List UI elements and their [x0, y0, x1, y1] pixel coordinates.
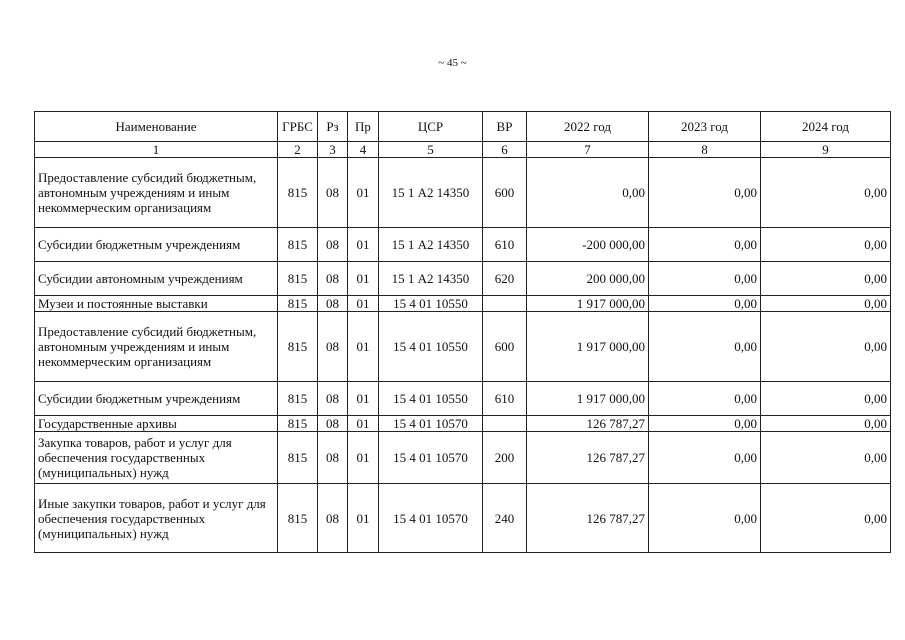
cell-pr: 01: [348, 228, 379, 262]
cell-vr: [483, 296, 527, 312]
cell-name: Закупка товаров, работ и услуг для обеспечения государственных (муниципальных) нужд: [35, 432, 278, 484]
header-2023: 2023 год: [649, 112, 761, 142]
cell-2024: 0,00: [761, 262, 891, 296]
cell-2023: 0,00: [649, 484, 761, 553]
header-row: [35, 112, 891, 142]
table-row: [35, 416, 891, 432]
cell-2024: 0,00: [761, 228, 891, 262]
cell-2023: 0,00: [649, 228, 761, 262]
cell-csr: 15 1 А2 14350: [379, 228, 483, 262]
header-grbs: ГРБС: [278, 112, 318, 142]
cell-rz: 08: [318, 158, 348, 228]
cell-name: Предоставление субсидий бюджетным, автономным учреждениям и иным некоммерческим организациям: [35, 312, 278, 382]
cell-pr: 01: [348, 432, 379, 484]
cell-rz: 08: [318, 262, 348, 296]
table-row: [35, 262, 891, 296]
cell-2022: 1 917 000,00: [527, 296, 649, 312]
cell-2023: 0,00: [649, 262, 761, 296]
cell-vr: 240: [483, 484, 527, 553]
cell-grbs: 815: [278, 158, 318, 228]
cell-2024: 0,00: [761, 296, 891, 312]
cell-csr: 15 4 01 10550: [379, 296, 483, 312]
header-name: Наименование: [35, 112, 278, 142]
cell-pr: 01: [348, 416, 379, 432]
header-2022: 2022 год: [527, 112, 649, 142]
table-row: [35, 312, 891, 382]
page-number: ~ 45 ~: [438, 57, 467, 69]
cell-2022: 200 000,00: [527, 262, 649, 296]
cell-pr: 01: [348, 312, 379, 382]
cell-2023: 0,00: [649, 432, 761, 484]
cell-grbs: 815: [278, 382, 318, 416]
cell-name: Музеи и постоянные выставки: [35, 296, 278, 312]
header-2024: 2024 год: [761, 112, 891, 142]
cell-2024: 0,00: [761, 158, 891, 228]
cell-2022: 0,00: [527, 158, 649, 228]
cell-2024: 0,00: [761, 484, 891, 553]
cell-pr: 01: [348, 296, 379, 312]
cell-name: Предоставление субсидий бюджетным, автономным учреждениям и иным некоммерческим организациям: [35, 158, 278, 228]
cell-name: Субсидии автономным учреждениям: [35, 262, 278, 296]
column-number: 4: [348, 142, 379, 158]
cell-rz: 08: [318, 296, 348, 312]
cell-vr: 610: [483, 228, 527, 262]
cell-grbs: 815: [278, 432, 318, 484]
cell-vr: 610: [483, 382, 527, 416]
cell-2023: 0,00: [649, 158, 761, 228]
cell-csr: 15 1 А2 14350: [379, 262, 483, 296]
table-row: [35, 158, 891, 228]
cell-name: Иные закупки товаров, работ и услуг для обеспечения государственных (муниципальных) нужд: [35, 484, 278, 553]
cell-csr: 15 4 01 10570: [379, 416, 483, 432]
cell-rz: 08: [318, 228, 348, 262]
cell-grbs: 815: [278, 228, 318, 262]
cell-csr: 15 4 01 10550: [379, 312, 483, 382]
cell-2022: 126 787,27: [527, 416, 649, 432]
column-number: 7: [527, 142, 649, 158]
column-number: 6: [483, 142, 527, 158]
cell-rz: 08: [318, 416, 348, 432]
header-vr: ВР: [483, 112, 527, 142]
cell-pr: 01: [348, 262, 379, 296]
header-csr: ЦСР: [379, 112, 483, 142]
cell-2023: 0,00: [649, 416, 761, 432]
column-number-row: [35, 142, 891, 158]
cell-2023: 0,00: [649, 296, 761, 312]
cell-name: Субсидии бюджетным учреждениям: [35, 228, 278, 262]
cell-name: Государственные архивы: [35, 416, 278, 432]
cell-csr: 15 4 01 10550: [379, 382, 483, 416]
cell-grbs: 815: [278, 296, 318, 312]
table-row: [35, 382, 891, 416]
cell-vr: 600: [483, 158, 527, 228]
column-number: 3: [318, 142, 348, 158]
cell-2023: 0,00: [649, 312, 761, 382]
cell-pr: 01: [348, 484, 379, 553]
cell-grbs: 815: [278, 416, 318, 432]
cell-grbs: 815: [278, 484, 318, 553]
cell-2022: 126 787,27: [527, 484, 649, 553]
cell-2024: 0,00: [761, 416, 891, 432]
cell-2024: 0,00: [761, 382, 891, 416]
cell-pr: 01: [348, 158, 379, 228]
cell-pr: 01: [348, 382, 379, 416]
table-row: [35, 432, 891, 484]
cell-vr: 200: [483, 432, 527, 484]
cell-rz: 08: [318, 382, 348, 416]
cell-csr: 15 1 А2 14350: [379, 158, 483, 228]
column-number: 5: [379, 142, 483, 158]
column-number: 9: [761, 142, 891, 158]
cell-vr: [483, 416, 527, 432]
cell-csr: 15 4 01 10570: [379, 432, 483, 484]
cell-vr: 620: [483, 262, 527, 296]
table-row: [35, 228, 891, 262]
cell-2022: -200 000,00: [527, 228, 649, 262]
cell-2022: 1 917 000,00: [527, 382, 649, 416]
budget-table: [34, 111, 891, 553]
header-rz: Рз: [318, 112, 348, 142]
cell-rz: 08: [318, 312, 348, 382]
header-pr: Пр: [348, 112, 379, 142]
cell-2022: 126 787,27: [527, 432, 649, 484]
table-row: [35, 484, 891, 553]
column-number: 2: [278, 142, 318, 158]
cell-2023: 0,00: [649, 382, 761, 416]
cell-2022: 1 917 000,00: [527, 312, 649, 382]
cell-2024: 0,00: [761, 312, 891, 382]
column-number: 1: [35, 142, 278, 158]
cell-rz: 08: [318, 432, 348, 484]
cell-grbs: 815: [278, 312, 318, 382]
cell-csr: 15 4 01 10570: [379, 484, 483, 553]
cell-vr: 600: [483, 312, 527, 382]
cell-2024: 0,00: [761, 432, 891, 484]
cell-grbs: 815: [278, 262, 318, 296]
cell-rz: 08: [318, 484, 348, 553]
cell-name: Субсидии бюджетным учреждениям: [35, 382, 278, 416]
column-number: 8: [649, 142, 761, 158]
table-row: [35, 296, 891, 312]
